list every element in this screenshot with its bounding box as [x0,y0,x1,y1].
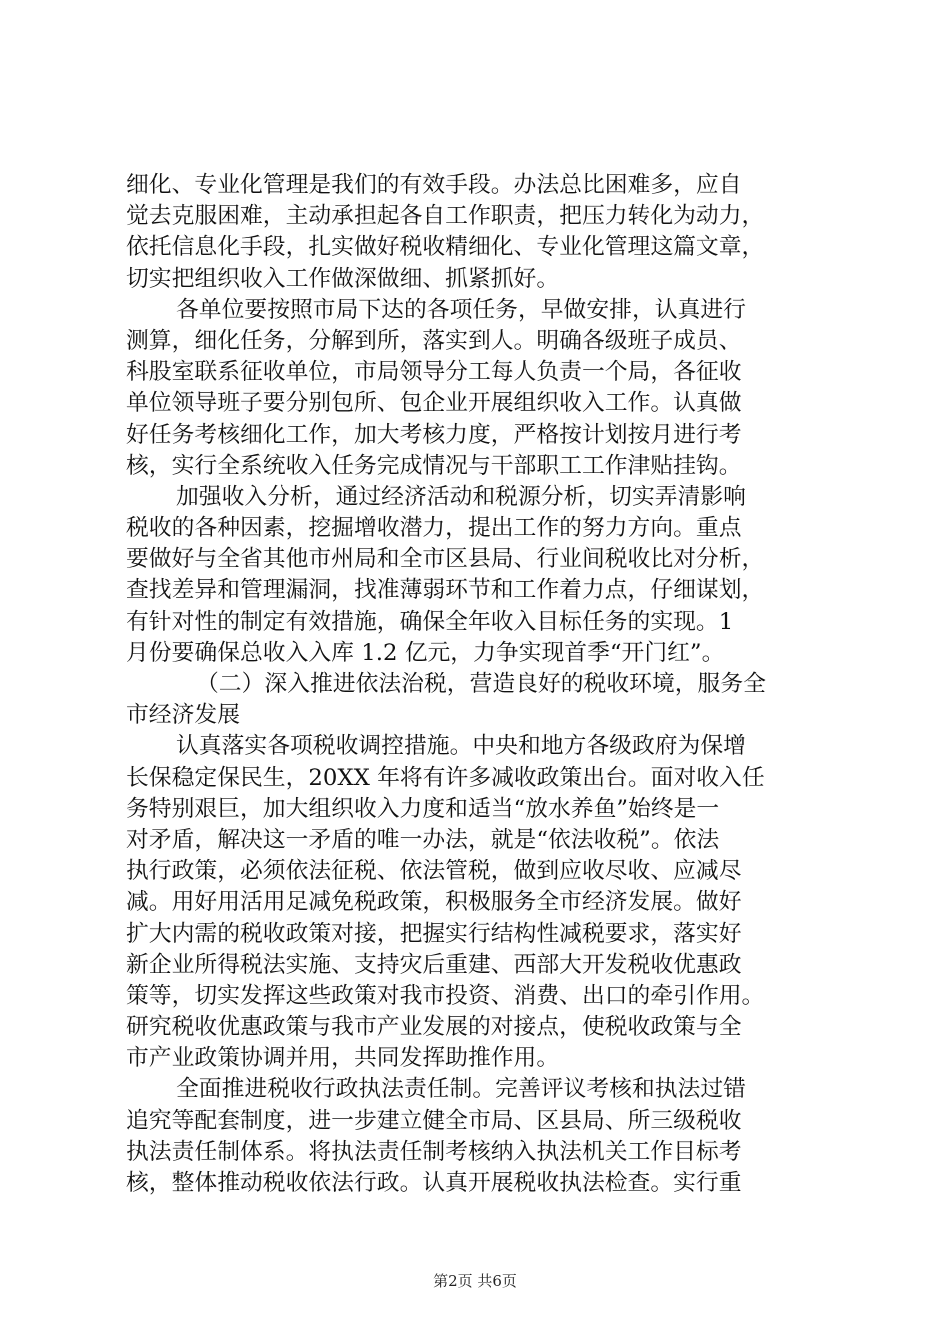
text-line: 执行政策，必须依法征税、依法管税，做到应收尽收、应减尽 [126,858,742,885]
text-line: 单位领导班子要分别包所、包企业开展组织收入工作。认真做 [126,390,742,417]
paragraph-start-line: 认真落实各项税收调控措施。中央和地方各级政府为保增 [176,733,746,760]
text-line: 执法责任制体系。将执法责任制考核纳入执法机关工作目标考 [126,1138,742,1165]
text-line: 新企业所得税法实施、支持灾后重建、西部大开发税收优惠政 [126,951,742,978]
text-line: 税收的各种因素，挖掘增收潜力，提出工作的努力方向。重点 [126,515,742,542]
text-line: 研究税收优惠政策与我市产业发展的对接点，使税收政策与全 [126,1014,742,1041]
text-line: 依托信息化手段，扎实做好税收精细化、专业化管理这篇文章， [126,234,765,261]
text-line: 核，实行全系统收入任务完成情况与干部职工工作津贴挂钩。 [126,452,742,479]
text-line: 科股室联系征收单位，市局领导分工每人负责一个局，各征收 [126,359,742,386]
text-line: 务特别艰巨，加大组织收入力度和适当“放水养鱼”始终是一 [126,795,720,822]
text-line: 要做好与全省其他市州局和全市区县局、行业间税收比对分析， [126,546,765,573]
paragraph-start-line: 加强收入分析，通过经济活动和税源分析，切实弄清影响 [176,483,746,510]
text-line: 策等，切实发挥这些政策对我市投资、消费、出口的牵引作用。 [126,982,765,1009]
document-body [126,170,833,1199]
text-line: 追究等配套制度，进一步建立健全市局、区县局、所三级税收 [126,1107,742,1134]
text-line: 月份要确保总收入入库 1.2 亿元，力争实现首季“开门红”。 [126,639,725,666]
text-line: 细化、专业化管理是我们的有效手段。办法总比困难多，应自 [126,172,742,198]
text-line: 测算，细化任务，分解到所，落实到人。明确各级班子成员、 [126,327,742,354]
page-footer: 第2页 共6页 [433,1272,517,1290]
text-line: 切实把组织收入工作做深做细、抓紧抓好。 [126,265,560,292]
text-line: 长保稳定保民生，20XX 年将有许多减收政策出台。面对收入任 [126,764,765,791]
text-line: 觉去克服困难，主动承担起各自工作职责，把压力转化为动力， [126,203,765,230]
text-line: 有针对性的制定有效措施，确保全年收入目标任务的实现。1 [126,608,734,635]
text-line: 扩大内需的税收政策对接，把握实行结构性减税要求，落实好 [126,920,742,947]
paragraph-start-line: 全面推进税收行政执法责任制。完善评议考核和执法过错 [176,1076,746,1103]
text-line: 市产业政策协调并用，共同发挥助推作用。 [126,1045,560,1072]
text-line: 核，整体推动税收依法行政。认真开展税收执法检查。实行重 [126,1170,742,1196]
text-line: 查找差异和管理漏洞，找准薄弱环节和工作着力点，仔细谋划， [126,577,765,604]
section-heading-line: 市经济发展 [126,702,240,729]
section-heading-line: （二）深入推进依法治税，营造良好的税收环境，服务全 [196,671,766,697]
paragraph-start-line: 各单位要按照市局下达的各项任务，早做安排，认真进行 [176,296,746,323]
text-line: 好任务考核细化工作，加大考核力度，严格按计划按月进行考 [126,421,742,448]
text-line: 对矛盾，解决这一矛盾的唯一办法，就是“依法收税”。依法 [126,826,720,853]
text-line: 减。用好用活用足减免税政策，积极服务全市经济发展。做好 [126,889,742,916]
